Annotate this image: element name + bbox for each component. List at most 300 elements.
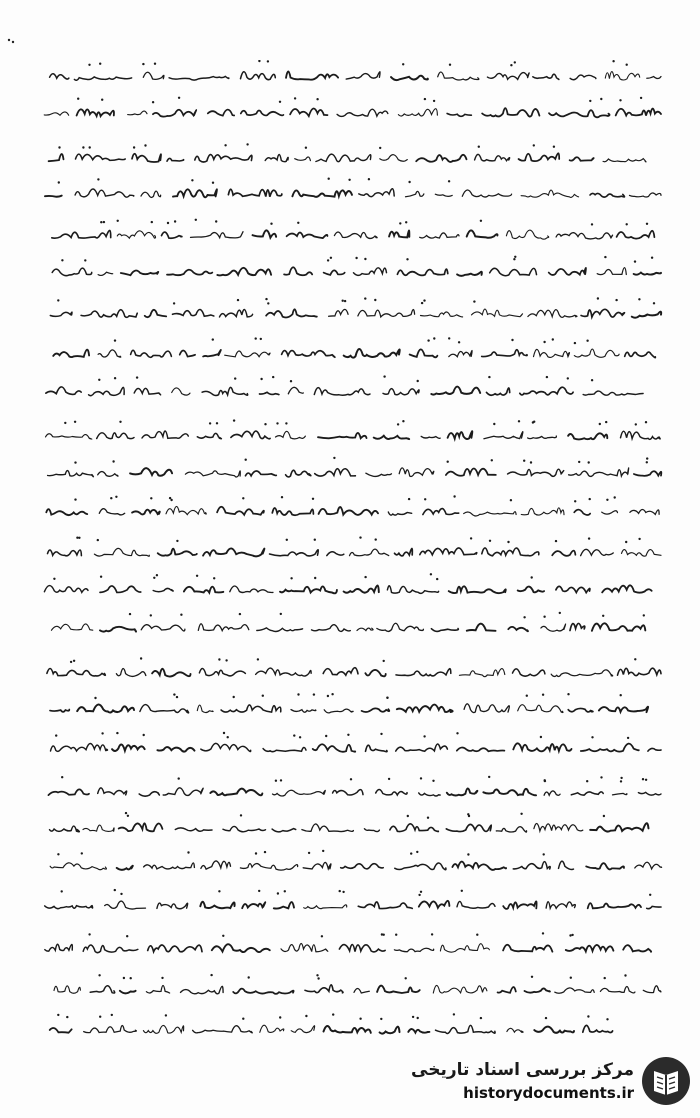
handwritten-line: [46, 419, 661, 439]
handwritten-word: [131, 350, 172, 357]
handwritten-word: [590, 823, 648, 831]
diacritic-dot: [245, 459, 247, 461]
diacritic-dot: [359, 1018, 361, 1020]
handwritten-word: [457, 272, 482, 276]
diacritic-dot: [270, 223, 272, 225]
handwritten-word: [459, 669, 504, 677]
handwritten-word: [541, 624, 566, 631]
diacritic-dot: [178, 777, 180, 779]
handwritten-word: [448, 431, 473, 439]
diacritic-dot: [195, 219, 197, 221]
diacritic-dot: [523, 460, 525, 462]
handwritten-word: [528, 310, 577, 318]
handwritten-word: [376, 789, 407, 795]
handwritten-word: [282, 351, 335, 358]
diacritic-dot: [544, 779, 546, 781]
handwritten-word: [100, 586, 141, 593]
handwritten-word: [344, 349, 400, 358]
diacritic-dot: [136, 376, 138, 378]
handwritten-word: [597, 268, 626, 275]
diacritic-dot: [344, 300, 346, 302]
handwritten-word: [144, 863, 195, 869]
handwritten-word: [583, 1025, 613, 1032]
diacritic-dot: [130, 977, 132, 979]
corner-dots-mark: [6, 36, 16, 46]
diacritic-dot: [567, 693, 569, 695]
handwritten-word: [217, 268, 271, 276]
diacritic-dot: [98, 974, 100, 976]
handwritten-word: [173, 189, 217, 197]
diacritic-dot: [210, 974, 212, 976]
handwritten-word: [602, 585, 651, 592]
diacritic-dot: [74, 498, 76, 500]
diacritic-dot: [255, 337, 257, 339]
diacritic-dot: [258, 60, 260, 62]
handwritten-word: [475, 154, 510, 161]
handwritten-word: [568, 433, 607, 439]
handwritten-word: [130, 468, 172, 476]
diacritic-dot: [327, 259, 329, 261]
diacritic-dot: [257, 658, 259, 660]
handwritten-word: [377, 623, 424, 631]
diacritic-dot: [480, 1017, 482, 1019]
diacritic-dot: [167, 222, 169, 224]
diacritic-dot: [305, 1015, 307, 1017]
handwritten-word: [634, 471, 661, 476]
handwritten-word: [513, 743, 571, 751]
diacritic-dot: [589, 100, 591, 102]
diacritic-dot: [405, 977, 407, 979]
diacritic-dot: [569, 934, 571, 936]
handwritten-word: [556, 233, 612, 239]
handwritten-word: [132, 154, 161, 162]
diacritic-dot: [97, 539, 99, 541]
handwritten-word: [398, 109, 437, 116]
handwritten-word: [647, 906, 661, 908]
diacritic-dot: [620, 694, 622, 696]
diacritic-dot: [645, 421, 647, 423]
watermark-title: مرکز بررسی اسناد تاریخی: [411, 1060, 634, 1080]
diacritic-dot: [458, 341, 460, 343]
handwritten-word: [141, 191, 161, 197]
diacritic-dot: [612, 60, 614, 62]
handwritten-word: [51, 744, 108, 752]
diacritic-dot: [110, 497, 112, 499]
handwritten-line: [46, 375, 643, 395]
handwritten-line: [48, 776, 661, 796]
handwritten-word: [185, 471, 240, 477]
handwritten-line: [48, 536, 662, 556]
diacritic-dot: [89, 146, 91, 148]
handwritten-word: [416, 155, 466, 162]
handwritten-word: [286, 470, 311, 477]
diacritic-dot: [74, 421, 76, 423]
handwritten-word: [54, 986, 80, 993]
diacritic-dot: [634, 658, 636, 660]
diacritic-dot: [530, 461, 532, 463]
diacritic-dot: [430, 573, 432, 575]
diacritic-dot: [380, 733, 382, 735]
handwritten-word: [549, 110, 610, 117]
handwritten-word: [377, 986, 420, 993]
handwritten-word: [588, 903, 641, 908]
handwritten-line: [46, 495, 659, 516]
handwritten-word: [390, 824, 438, 832]
handwritten-word: [359, 189, 394, 197]
diacritic-dot: [112, 460, 114, 462]
handwritten-word: [549, 268, 586, 275]
handwritten-word: [518, 705, 563, 713]
handwritten-word: [197, 705, 213, 713]
diacritic-dot: [507, 541, 509, 543]
diacritic-dot: [224, 144, 226, 146]
diacritic-dot: [476, 934, 478, 936]
handwritten-word: [507, 1028, 523, 1032]
handwritten-word: [464, 704, 509, 713]
handwritten-word: [281, 944, 328, 952]
diacritic-dot: [187, 851, 189, 853]
diacritic-dot: [374, 299, 376, 301]
handwritten-word: [581, 744, 639, 752]
diacritic-dot: [571, 934, 573, 936]
diacritic-dot: [286, 539, 288, 541]
handwritten-word: [242, 902, 265, 908]
handwritten-word: [272, 829, 296, 832]
handwritten-word: [483, 789, 536, 795]
handwritten-word: [256, 668, 312, 676]
handwritten-word: [506, 230, 548, 239]
diacritic-dot: [290, 380, 292, 382]
handwritten-line: [50, 60, 661, 80]
handwritten-word: [590, 193, 625, 197]
handwritten-word: [449, 351, 472, 357]
handwritten-word: [462, 190, 511, 197]
handwritten-word: [241, 111, 284, 116]
handwritten-word: [290, 108, 327, 116]
diacritic-dot: [531, 976, 533, 978]
handwritten-word: [314, 388, 370, 396]
handwritten-word: [139, 792, 159, 796]
handwritten-word: [273, 790, 326, 796]
handwritten-word: [98, 472, 118, 477]
handwritten-word: [484, 432, 523, 439]
handwritten-word: [225, 351, 270, 357]
diacritic-dot: [218, 658, 220, 660]
diacritic-dot: [264, 851, 266, 853]
diacritic-dot: [123, 977, 125, 979]
diacritic-dot: [526, 695, 528, 697]
handwritten-word: [163, 788, 203, 796]
diacritic-dot: [600, 98, 602, 100]
diacritic-dot: [150, 614, 152, 616]
handwritten-word: [89, 387, 125, 395]
diacritic-dot: [142, 63, 144, 65]
diacritic-dot: [364, 576, 366, 578]
diacritic-dot: [591, 379, 593, 381]
handwritten-line: [45, 178, 661, 198]
diacritic-dot: [626, 223, 628, 225]
handwritten-word: [48, 471, 94, 477]
diacritic-dot: [603, 815, 605, 817]
handwritten-word: [184, 587, 223, 593]
handwritten-word: [312, 625, 351, 632]
handwritten-word: [74, 77, 131, 80]
handwritten-word: [169, 76, 229, 80]
handwritten-word: [315, 469, 356, 476]
diacritic-dot: [191, 179, 193, 181]
handwritten-word: [119, 823, 163, 831]
handwritten-word: [195, 155, 252, 162]
handwritten-word: [396, 669, 451, 676]
handwritten-word: [339, 944, 385, 951]
diacritic-dot: [57, 299, 59, 301]
diacritic-dot: [405, 221, 407, 223]
diacritic-dot: [297, 222, 299, 224]
handwritten-word: [90, 986, 115, 993]
handwritten-word: [452, 862, 506, 870]
diacritic-dot: [127, 815, 129, 817]
diacritic-dot: [82, 146, 84, 148]
diacritic-dot: [653, 302, 655, 304]
diacritic-dot: [407, 815, 409, 817]
handwritten-word: [208, 110, 234, 116]
diacritic-dot: [453, 1013, 455, 1015]
handwritten-word: [366, 745, 388, 752]
diacritic-dot: [447, 461, 449, 463]
diacritic-dot: [448, 180, 450, 182]
handwritten-word: [354, 268, 387, 276]
diacritic-dot: [222, 935, 224, 937]
handwritten-word: [521, 508, 564, 515]
diacritic-dot: [342, 300, 344, 302]
diacritic-dot: [493, 423, 495, 425]
handwritten-word: [287, 233, 328, 239]
handwritten-word: [600, 987, 635, 993]
handwritten-word: [316, 154, 371, 162]
handwritten-word: [153, 110, 196, 117]
handwritten-word: [318, 433, 367, 438]
handwritten-word: [533, 74, 559, 79]
diacritic-dot: [262, 695, 264, 697]
diacritic-dot: [635, 423, 637, 425]
diacritic-dot: [284, 890, 286, 892]
handwritten-word: [153, 588, 173, 591]
diacritic-dot: [57, 1014, 59, 1016]
diacritic-dot: [542, 694, 544, 696]
diacritic-dot: [114, 339, 116, 341]
diacritic-dot: [313, 693, 315, 695]
handwritten-word: [143, 1025, 183, 1033]
diacritic-dot: [103, 221, 105, 223]
handwritten-word: [354, 988, 369, 993]
diacritic-dot: [294, 97, 296, 99]
diacritic-dot: [267, 302, 269, 304]
diacritic-dot: [280, 779, 282, 781]
diacritic-dot: [150, 497, 152, 499]
diacritic-dot: [432, 780, 434, 782]
handwritten-word: [181, 986, 224, 993]
handwritten-word: [121, 270, 159, 275]
handwritten-word: [569, 468, 629, 476]
handwritten-line: [45, 932, 651, 952]
handwritten-word: [76, 154, 126, 160]
handwritten-word: [75, 189, 134, 197]
diacritic-dot: [119, 421, 121, 423]
diacritic-dot: [312, 498, 314, 500]
diacritic-dot: [281, 496, 283, 498]
diacritic-dot: [151, 221, 153, 223]
diacritic-dot: [410, 852, 412, 854]
handwritten-word: [233, 989, 293, 994]
handwritten-word: [327, 552, 344, 556]
diacritic-dot: [100, 221, 102, 223]
handwritten-line: [51, 732, 662, 752]
handwritten-word: [272, 508, 313, 515]
diacritic-dot: [470, 537, 472, 539]
diacritic-dot: [339, 890, 341, 892]
handwritten-word: [288, 387, 303, 393]
diacritic-dot: [606, 1018, 608, 1020]
handwritten-word: [98, 350, 121, 357]
diacritic-dot: [237, 299, 239, 301]
handwritten-word: [167, 270, 212, 275]
handwritten-word: [324, 709, 353, 713]
handwritten-word: [337, 109, 388, 116]
diacritic-dot: [491, 459, 493, 461]
handwritten-word: [482, 548, 539, 556]
diacritic-dot: [540, 736, 542, 738]
diacritic-dot: [642, 778, 644, 780]
handwritten-word: [44, 586, 88, 593]
diacritic-dot: [388, 778, 390, 780]
handwritten-word: [366, 473, 392, 476]
handwritten-word: [618, 668, 662, 675]
handwritten-word: [647, 77, 661, 79]
handwritten-word: [421, 436, 440, 438]
diacritic-dot: [125, 812, 127, 814]
handwritten-word: [496, 827, 526, 832]
handwritten-line: [52, 219, 655, 240]
handwritten-word: [570, 623, 585, 630]
diacritic-dot: [240, 814, 242, 816]
handwritten-word: [100, 627, 136, 632]
diacritic-dot: [518, 420, 520, 422]
handwritten-word: [203, 548, 264, 556]
diacritic-dot: [327, 695, 329, 697]
diacritic-dot: [117, 220, 119, 222]
diacritic-dot: [173, 302, 175, 304]
diacritic-dot: [140, 657, 142, 659]
handwritten-word: [50, 863, 106, 870]
handwritten-word: [53, 350, 89, 357]
handwritten-word: [51, 624, 92, 630]
diacritic-dot: [619, 99, 621, 101]
handwritten-word: [270, 550, 319, 556]
handwritten-word: [146, 985, 169, 993]
handwritten-line: [50, 850, 661, 870]
handwritten-word: [374, 436, 410, 439]
diacritic-dot: [546, 376, 548, 378]
diacritic-dot: [574, 500, 576, 502]
diacritic-dot: [523, 616, 525, 618]
diacritic-dot: [212, 338, 214, 340]
diacritic-dot: [297, 693, 299, 695]
diacritic-dot: [359, 536, 361, 538]
handwritten-word: [323, 668, 358, 676]
handwritten-word: [436, 1025, 496, 1033]
diacritic-dot: [423, 735, 425, 737]
book-emblem-icon: [640, 1055, 692, 1107]
handwritten-word: [260, 392, 279, 394]
handwritten-word: [117, 231, 155, 238]
diacritic-dot: [350, 778, 352, 780]
handwritten-word: [446, 824, 491, 831]
diacritic-dot: [638, 538, 640, 540]
diacritic-dot: [513, 258, 515, 260]
diacritic-dot: [114, 377, 116, 379]
handwritten-word: [201, 743, 251, 751]
diacritic-dot: [331, 693, 333, 695]
handwritten-word: [388, 512, 411, 515]
handwritten-word: [440, 944, 489, 952]
diacritic-dot: [316, 974, 318, 976]
diacritic-dot: [239, 613, 241, 615]
diacritic-dot: [510, 64, 512, 66]
diacritic-dot: [176, 540, 178, 542]
diacritic-dot: [100, 576, 102, 578]
handwritten-word: [341, 864, 384, 869]
handwritten-word: [77, 704, 134, 712]
handwritten-word: [241, 72, 276, 80]
diacritic-dot: [567, 377, 569, 379]
handwritten-word: [228, 189, 281, 197]
handwritten-word: [202, 387, 248, 395]
handwritten-word: [397, 269, 447, 275]
diacritic-dot: [424, 498, 426, 500]
handwritten-word: [395, 863, 446, 870]
diacritic-dot: [53, 578, 55, 580]
diacritic-dot: [420, 891, 422, 893]
handwritten-word: [344, 586, 379, 593]
handwritten-word: [324, 1026, 371, 1033]
handwritten-line: [53, 337, 655, 357]
diacritic-dot: [620, 777, 622, 779]
handwritten-word: [286, 71, 338, 79]
handwritten-word: [52, 230, 111, 238]
diacritic-dot: [645, 779, 647, 781]
handwritten-word: [602, 511, 618, 514]
diacritic-dot: [260, 378, 262, 380]
handwritten-word: [482, 350, 527, 357]
diacritic-dot: [606, 499, 608, 501]
diacritic-dot: [605, 421, 607, 423]
handwritten-word: [433, 985, 487, 993]
handwritten-word: [630, 193, 662, 197]
diacritic-dot: [456, 732, 458, 734]
diacritic-dot: [58, 146, 60, 148]
handwritten-line: [50, 693, 648, 713]
diacritic-dot: [305, 147, 307, 149]
handwritten-word: [50, 74, 69, 79]
diacritic-dot: [386, 697, 388, 699]
handwritten-word: [534, 824, 583, 831]
diacritic-dot: [604, 256, 606, 258]
handwritten-word: [175, 828, 212, 831]
handwritten-word: [292, 190, 352, 196]
diacritic-dot: [196, 575, 198, 577]
handwritten-word: [167, 158, 184, 161]
diacritic-dot: [449, 64, 451, 66]
